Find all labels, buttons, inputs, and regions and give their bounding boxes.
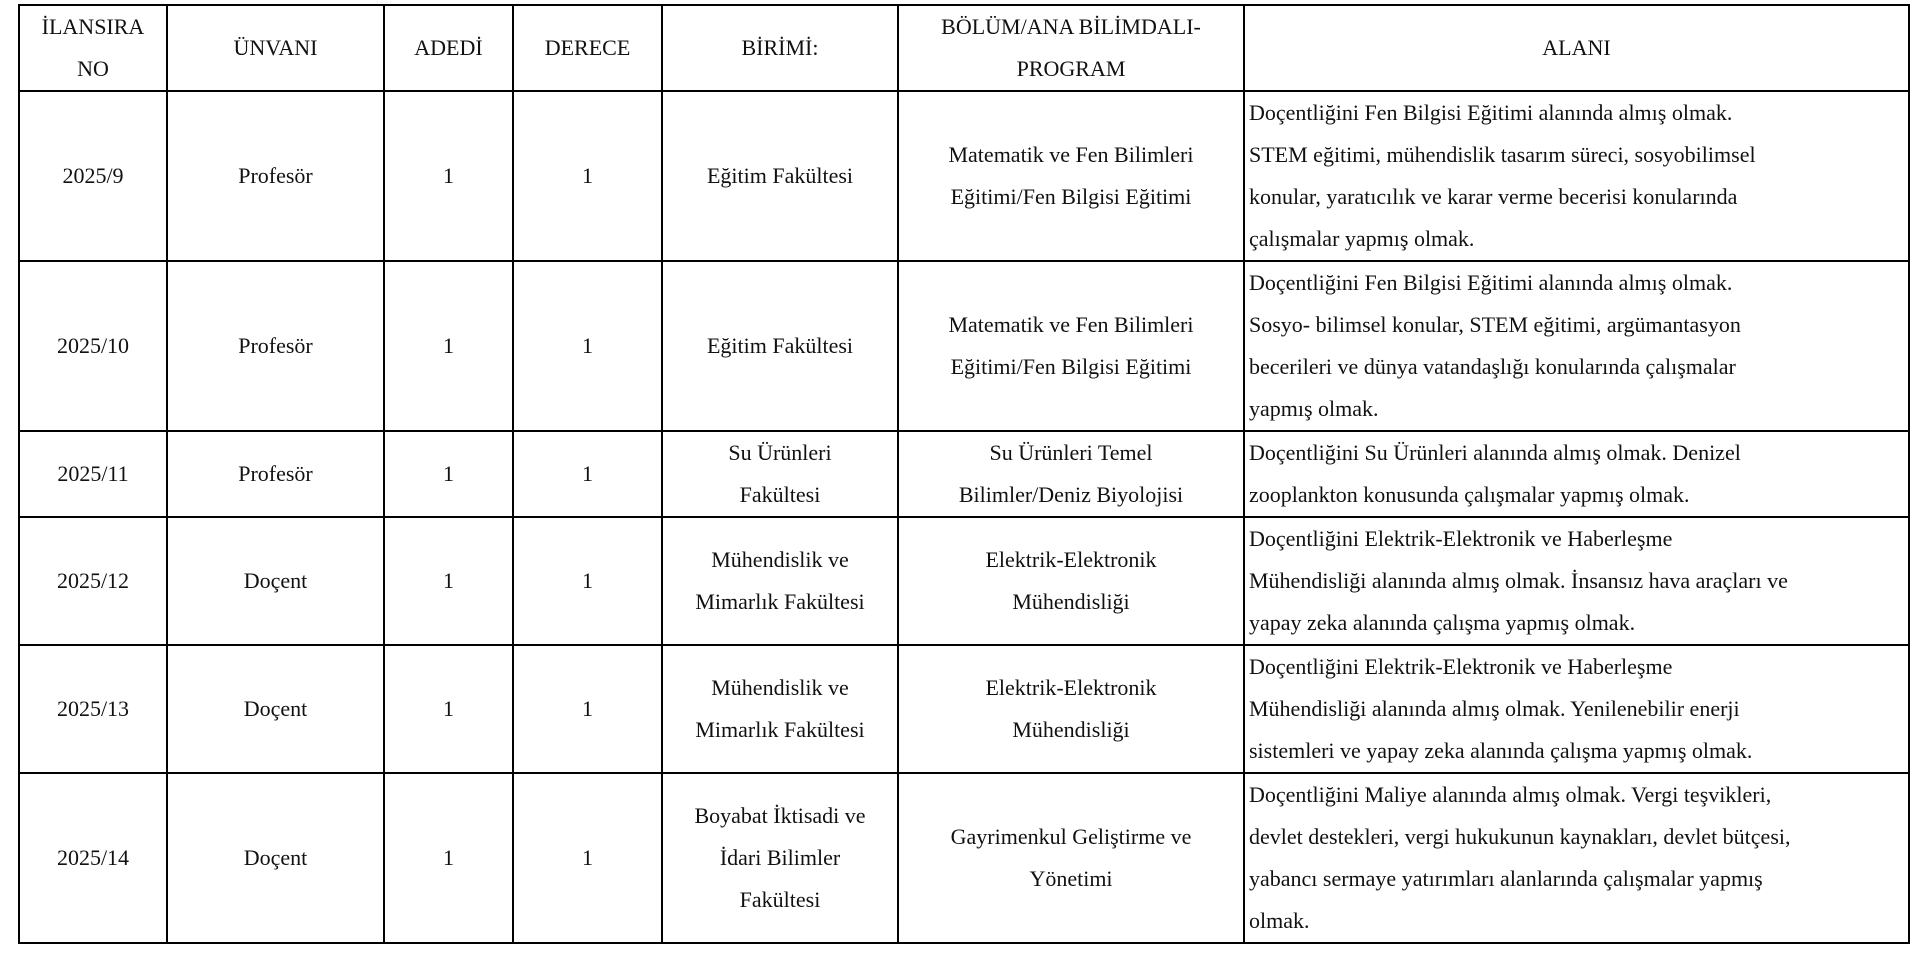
cell-unvan: Doçent [167,773,384,943]
header-unvan: ÜNVANI [167,5,384,91]
cell-ilan-no: 2025/9 [19,91,167,261]
table-row [19,431,1909,517]
cell-ilan-no: 2025/12 [19,517,167,645]
header-ilan-no: İLANSIRA NO [19,5,167,91]
header-bolum: BÖLÜM/ANA BİLİMDALI- PROGRAM [898,5,1244,91]
vacancy-table [18,4,1910,944]
header-row [19,5,1909,91]
cell-alan: Doçentliğini Su Ürünleri alanında almış olmak. Denizel zooplankton konusunda çalışmalar yapmış olmak. [1244,431,1909,517]
header-derece: DERECE [513,5,662,91]
cell-ilan-no: 2025/11 [19,431,167,517]
cell-bolum: Matematik ve Fen Bilimleri Eğitimi/Fen Bilgisi Eğitimi [898,261,1244,431]
cell-alan: Doçentliğini Maliye alanında almış olmak. Vergi teşvikleri, devlet destekleri, vergi hukukunun kaynakları, devlet bütçesi, yabancı sermaye yatırımları alanlarında çalışmalar yapmış olmak. [1244,773,1909,943]
cell-alan: Doçentliğini Fen Bilgisi Eğitimi alanında almış olmak. STEM eğitimi, mühendislik tasarım süreci, sosyobilimsel konular, yaratıcılık ve karar verme becerisi konularında çalışmalar yapmış olmak. [1244,91,1909,261]
header-birim: BİRİMİ: [662,5,898,91]
cell-adedi: 1 [384,517,513,645]
cell-bolum: Elektrik-Elektronik Mühendisliği [898,645,1244,773]
vacancy-table-wrapper [18,4,1910,944]
cell-bolum: Matematik ve Fen Bilimleri Eğitimi/Fen Bilgisi Eğitimi [898,91,1244,261]
cell-bolum: Su Ürünleri Temel Bilimler/Deniz Biyolojisi [898,431,1244,517]
cell-derece: 1 [513,261,662,431]
table-row [19,91,1909,261]
cell-derece: 1 [513,645,662,773]
cell-derece: 1 [513,517,662,645]
cell-alan: Doçentliğini Fen Bilgisi Eğitimi alanında almış olmak. Sosyo- bilimsel konular, STEM eğitimi, argümantasyon becerileri ve dünya vatandaşlığı konularında çalışmalar yapmış olmak. [1244,261,1909,431]
cell-adedi: 1 [384,91,513,261]
cell-birim: Mühendislik ve Mimarlık Fakültesi [662,645,898,773]
cell-ilan-no: 2025/14 [19,773,167,943]
cell-birim: Boyabat İktisadi ve İdari Bilimler Fakültesi [662,773,898,943]
cell-bolum: Gayrimenkul Geliştirme ve Yönetimi [898,773,1244,943]
cell-adedi: 1 [384,773,513,943]
cell-alan: Doçentliğini Elektrik-Elektronik ve Haberleşme Mühendisliği alanında almış olmak. İnsansız hava araçları ve yapay zeka alanında çalışma yapmış olmak. [1244,517,1909,645]
table-row [19,261,1909,431]
cell-derece: 1 [513,91,662,261]
cell-birim: Su Ürünleri Fakültesi [662,431,898,517]
table-row [19,517,1909,645]
table-row [19,645,1909,773]
cell-unvan: Doçent [167,645,384,773]
header-alan: ALANI [1244,5,1909,91]
cell-birim: Eğitim Fakültesi [662,261,898,431]
cell-unvan: Profesör [167,261,384,431]
cell-alan: Doçentliğini Elektrik-Elektronik ve Haberleşme Mühendisliği alanında almış olmak. Yenilenebilir enerji sistemleri ve yapay zeka alanında çalışma yapmış olmak. [1244,645,1909,773]
cell-ilan-no: 2025/10 [19,261,167,431]
cell-birim: Eğitim Fakültesi [662,91,898,261]
cell-derece: 1 [513,773,662,943]
cell-adedi: 1 [384,261,513,431]
cell-unvan: Doçent [167,517,384,645]
table-row [19,773,1909,943]
cell-bolum: Elektrik-Elektronik Mühendisliği [898,517,1244,645]
cell-unvan: Profesör [167,431,384,517]
cell-unvan: Profesör [167,91,384,261]
cell-adedi: 1 [384,645,513,773]
cell-birim: Mühendislik ve Mimarlık Fakültesi [662,517,898,645]
cell-adedi: 1 [384,431,513,517]
cell-derece: 1 [513,431,662,517]
header-adedi: ADEDİ [384,5,513,91]
cell-ilan-no: 2025/13 [19,645,167,773]
